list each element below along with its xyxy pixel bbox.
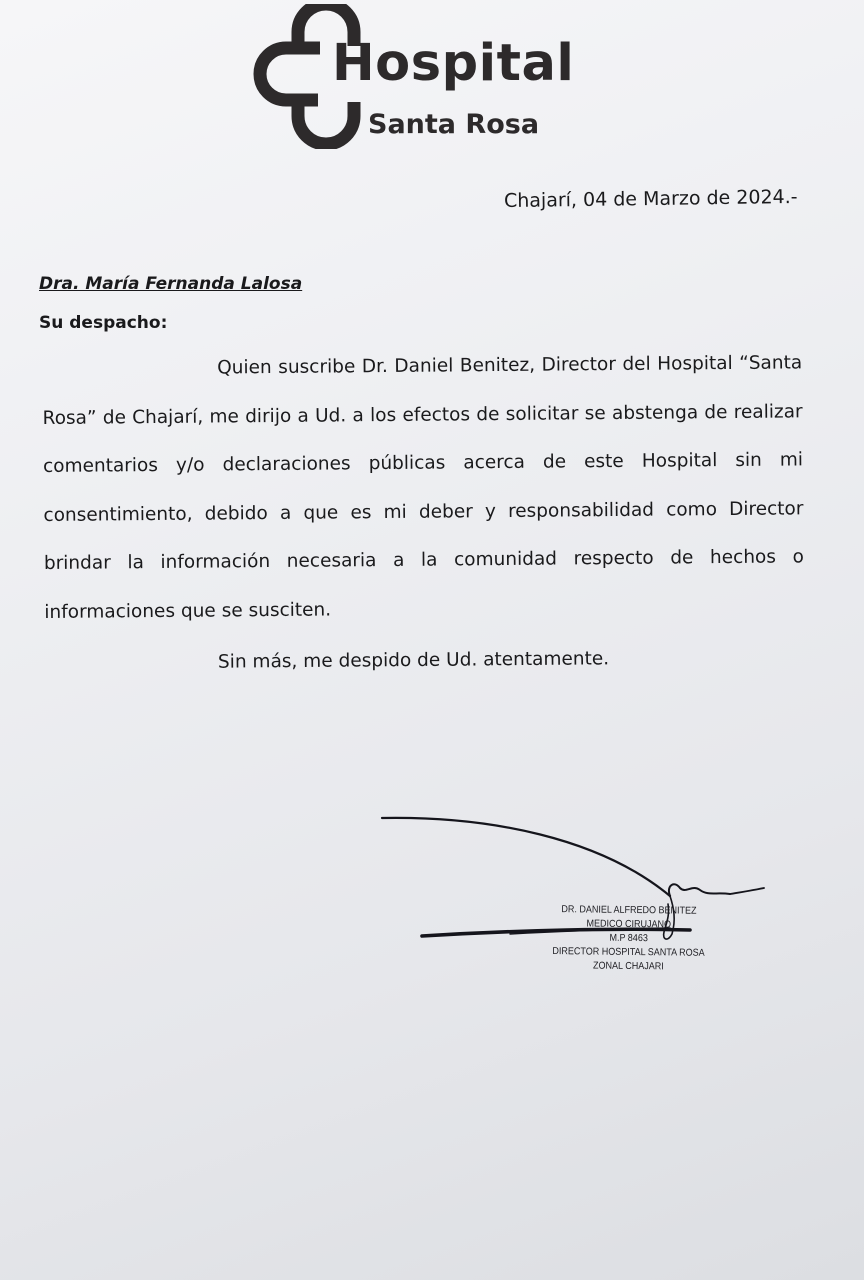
addressee-name: Dra. María Fernanda Lalosa [39, 274, 303, 294]
closing-line: Sin más, me despido de Ud. atentamente. [217, 648, 610, 673]
stamp-line: DIRECTOR HOSPITAL SANTA ROSA [552, 946, 705, 959]
hospital-logo [252, 4, 575, 149]
stamp-line: MEDICO CIRUJANO [586, 918, 672, 931]
stamp-line: ZONAL CHAJARI [593, 960, 664, 973]
logo-wordmark: Hospital [332, 34, 575, 93]
stamp-line: DR. DANIEL ALFREDO BENITEZ [561, 904, 697, 917]
letter-date: Chajarí, 04 de Marzo de 2024.- [504, 185, 799, 213]
body-paragraph: Quien suscribe Dr. Daniel Benitez, Director del Hospital “Santa Rosa” de Chajarí, me dirijo a Ud. a los efectos de solicitar se abstenga de realizar comentarios y/o declaraciones públicas acerca de este Hospital sin mi consentimiento, debido a que es mi deber y responsabilidad como Director brindar la información necesaria a la comunidad respecto de hechos o informaciones que se susciten. [42, 352, 804, 623]
signature-stamp [547, 903, 710, 975]
logo-subtitle: Santa Rosa [368, 109, 540, 140]
letter-body [42, 339, 805, 637]
salutation: Su despacho: [39, 313, 168, 333]
stamp-line: M.P 8463 [609, 932, 648, 945]
